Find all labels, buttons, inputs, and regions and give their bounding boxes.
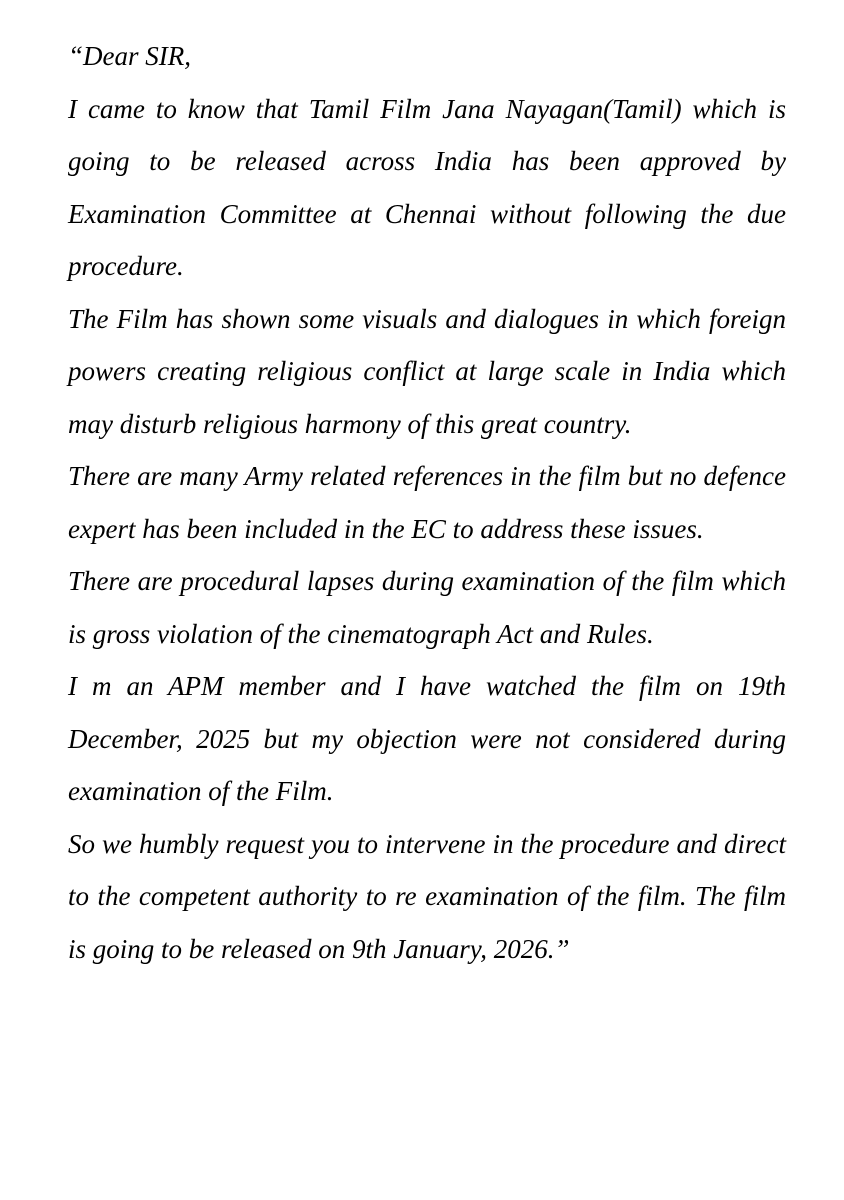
letter-paragraph: There are many Army related references in the film but no defence expert has been included in the EC to address these issues.	[68, 461, 786, 544]
letter-paragraph: The Film has shown some visuals and dialogues in which foreign powers creating religious conflict at large scale in India which may disturb religious harmony of this great country.	[68, 303, 786, 439]
letter-paragraph: I m an APM member and I have watched the film on 19th December, 2025 but my objection were not considered during examination of the Film.	[68, 671, 786, 806]
letter-paragraph: So we humbly request you to intervene in the procedure and direct to the competent authority to re examination of the film. The film is going to be released on 9th January, 2026.”	[68, 828, 786, 964]
letter-paragraph: There are procedural lapses during examination of the film which is gross violation of the cinematograph Act and Rules.	[68, 566, 786, 649]
letter-paragraph: I came to know that Tamil Film Jana Nayagan(Tamil) which is going to be released across India has been approved by Examination Committee at Chennai without following the due procedure.	[68, 93, 786, 281]
letter-body	[68, 30, 786, 975]
letter-salutation: “Dear SIR,	[68, 41, 191, 71]
